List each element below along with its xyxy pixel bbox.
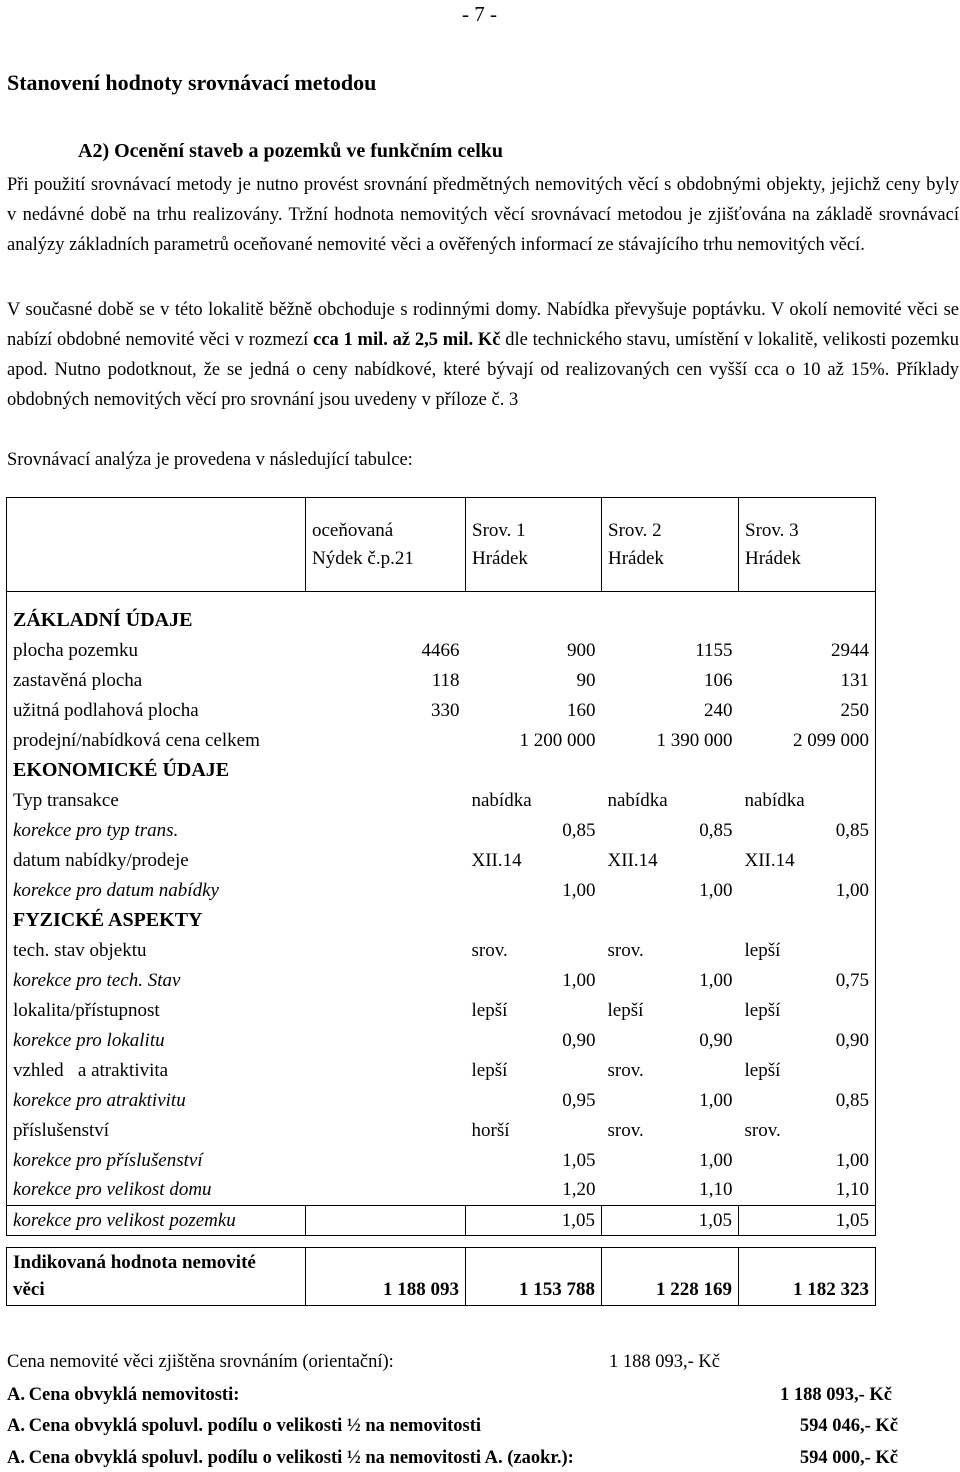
row-label: zastavěná plocha bbox=[13, 669, 143, 691]
cell: 118 bbox=[431, 669, 460, 691]
cell: 1155 bbox=[695, 639, 733, 661]
cell bbox=[306, 1176, 466, 1206]
row-label: datum nabídky/prodeje bbox=[13, 849, 189, 871]
cell: lepší bbox=[744, 939, 781, 961]
intro-paragraph: Při použití srovnávací metody je nutno provést srovnání předmětných nemovitých věcí s obdobnými objekty, jejichž ceny byly v nedávné době na trhu realizovány. Tržní hodnota nemovitých věcí srovnávací metodou je zjišťována na základě srovnávací analýzy základních parametrů oceňované nemovité věci a ověřených informací ze stávajícího trhu nemovitých věcí. bbox=[7, 175, 959, 255]
cell: lepší bbox=[471, 1059, 508, 1081]
summary-share-rounded-label: A. Cena obvyklá spoluvl. podílu o velikosti ½ na nemovitosti A. (zaokr.): bbox=[7, 1448, 574, 1468]
subsection-title: A2) Ocenění staveb a pozemků ve funkčním celku bbox=[78, 140, 503, 162]
cell: 90 bbox=[576, 669, 596, 691]
cell: 1,05 bbox=[466, 1206, 602, 1236]
cell bbox=[306, 876, 466, 906]
header-subject bbox=[306, 498, 466, 592]
cell: 1,05 bbox=[602, 1206, 739, 1236]
table-row bbox=[7, 1146, 876, 1176]
comparison-table bbox=[6, 497, 876, 1306]
table-row bbox=[7, 666, 876, 696]
row-label: korekce pro datum nabídky bbox=[13, 879, 219, 901]
cell: 0,75 bbox=[835, 969, 869, 991]
cell bbox=[306, 1086, 466, 1116]
row-label: příslušenství bbox=[13, 1119, 110, 1141]
cell: XII.14 bbox=[744, 849, 795, 871]
row-label: korekce pro velikost pozemku bbox=[7, 1206, 306, 1236]
cell: 1,00 bbox=[699, 1089, 733, 1111]
table-row bbox=[7, 846, 876, 876]
market-text-1: V současné době se v této lokalitě běžně obchoduje s rodinnými domy. Nabídka převyšuje poptávku. V okolí nemovité věci se nabízí obdobné nemovité věci v rozmezí bbox=[7, 300, 959, 350]
table-header-row bbox=[7, 498, 876, 592]
cell bbox=[306, 1026, 466, 1056]
cell: 4466 bbox=[421, 639, 460, 661]
row-label: korekce pro lokalitu bbox=[13, 1029, 165, 1051]
cell: horší bbox=[471, 1119, 510, 1141]
analysis-intro: Srovnávací analýza je provedena v následující tabulce: bbox=[7, 450, 413, 470]
cell: 1,00 bbox=[835, 1149, 869, 1171]
cell bbox=[306, 846, 466, 876]
cell: 1,10 bbox=[835, 1179, 869, 1201]
cell: XII.14 bbox=[607, 849, 658, 871]
summary-share-price-value: 594 046,- Kč bbox=[799, 1416, 898, 1436]
cell: 2 099 000 bbox=[793, 729, 869, 751]
table-row bbox=[7, 786, 876, 816]
table-row bbox=[7, 1176, 876, 1206]
cell: 0,90 bbox=[835, 1029, 869, 1051]
cell: srov. bbox=[744, 1119, 781, 1141]
cell bbox=[306, 726, 466, 756]
section-title: Stanovení hodnoty srovnávací metodou bbox=[7, 70, 377, 95]
cell bbox=[306, 816, 466, 846]
cell: 1,00 bbox=[699, 879, 733, 901]
summary-usual-price-value: 1 188 093,- Kč bbox=[779, 1385, 892, 1405]
cell: 1,00 bbox=[699, 1149, 733, 1171]
header-subject-line2: Nýdek č.p.21 bbox=[312, 547, 414, 569]
row-label: Typ transakce bbox=[13, 789, 119, 811]
summary-usual-price-label: A. Cena obvyklá nemovitosti: bbox=[7, 1385, 240, 1405]
cell: 1 200 000 bbox=[519, 729, 596, 751]
table-row bbox=[7, 636, 876, 666]
section-basic-data: ZÁKLADNÍ ÚDAJE bbox=[13, 609, 193, 631]
cell: 1,00 bbox=[562, 969, 596, 991]
row-label: užitná podlahová plocha bbox=[13, 699, 199, 721]
section-physical-aspects: FYZICKÉ ASPEKTY bbox=[13, 909, 203, 931]
cell: 0,90 bbox=[562, 1029, 596, 1051]
market-bold-1: cca 1 mil. bbox=[313, 330, 388, 350]
page-number: - 7 - bbox=[462, 2, 497, 26]
indicated-value-row bbox=[7, 1248, 876, 1306]
row-label: vzhled a atraktivita bbox=[13, 1059, 169, 1081]
cell: 1,05 bbox=[562, 1149, 596, 1171]
cell: lepší bbox=[744, 1059, 781, 1081]
table-row bbox=[7, 816, 876, 846]
indicated-value-label-line2: věci bbox=[13, 1279, 45, 1300]
cell: 1,00 bbox=[562, 879, 596, 901]
row-label: korekce pro velikost domu bbox=[13, 1179, 212, 1201]
header-comp1 bbox=[466, 498, 602, 592]
market-text-4: dle technického stavu, umístění v lokalitě, velikosti pozemku apod. Nutno podotknout, že se jedná o ceny nabídkové, které bývají od realizovaných cen vyšší cca o 10 až 15%. Příklady obdobných nemovitých věcí pro srovnání jsou uvedeny v příloze č. 3 bbox=[7, 330, 959, 410]
indicated-value-comp3: 1 182 323 bbox=[739, 1248, 876, 1306]
cell bbox=[306, 786, 466, 816]
header-comp2 bbox=[602, 498, 739, 592]
cell: nabídka bbox=[744, 789, 805, 811]
cell: nabídka bbox=[607, 789, 668, 811]
header-comp1-line2: Hrádek bbox=[472, 547, 528, 569]
cell: 1,00 bbox=[699, 969, 733, 991]
cell: lepší bbox=[607, 999, 644, 1021]
cell: 1,10 bbox=[699, 1179, 733, 1201]
indicated-value-comp2: 1 228 169 bbox=[602, 1248, 739, 1306]
cell: 1,00 bbox=[835, 879, 869, 901]
row-label: korekce pro typ trans. bbox=[13, 819, 179, 841]
cell: 2944 bbox=[831, 639, 869, 661]
header-comp3-line2: Hrádek bbox=[745, 547, 801, 569]
table-row bbox=[7, 696, 876, 726]
cell: 0,85 bbox=[699, 819, 733, 841]
cell: XII.14 bbox=[471, 849, 522, 871]
table-row bbox=[7, 966, 876, 996]
cell: 0,90 bbox=[699, 1029, 733, 1051]
cell bbox=[306, 966, 466, 996]
row-label: tech. stav objektu bbox=[13, 939, 147, 961]
row-label: lokalita/přístupnost bbox=[13, 999, 160, 1021]
table-row bbox=[7, 1206, 876, 1236]
cell: 160 bbox=[567, 699, 596, 721]
header-comp2-line1: Srov. 2 bbox=[608, 519, 662, 541]
cell bbox=[306, 1146, 466, 1176]
cell: 900 bbox=[567, 639, 596, 661]
table-row bbox=[7, 936, 876, 966]
summary-share-rounded-value: 594 000,- Kč bbox=[799, 1448, 898, 1468]
cell: 0,95 bbox=[562, 1089, 596, 1111]
row-label: korekce pro příslušenství bbox=[13, 1149, 203, 1171]
cell: srov. bbox=[607, 1119, 644, 1141]
header-comp2-line2: Hrádek bbox=[608, 547, 664, 569]
table-row bbox=[7, 1086, 876, 1116]
table-row bbox=[7, 996, 876, 1026]
cell: nabídka bbox=[471, 789, 532, 811]
cell bbox=[306, 996, 466, 1026]
indicated-value-comp1: 1 153 788 bbox=[466, 1248, 602, 1306]
cell bbox=[306, 936, 466, 966]
row-label: korekce pro tech. Stav bbox=[13, 969, 181, 991]
cell: 0,85 bbox=[835, 819, 869, 841]
cell: 0,85 bbox=[835, 1089, 869, 1111]
cell: srov. bbox=[471, 939, 508, 961]
cell bbox=[306, 1206, 466, 1236]
cell: 1,20 bbox=[562, 1179, 596, 1201]
header-comp1-line1: Srov. 1 bbox=[472, 519, 526, 541]
section-economic-data: EKONOMICKÉ ÚDAJE bbox=[13, 759, 230, 781]
market-paragraph bbox=[7, 295, 959, 415]
cell: 0,85 bbox=[562, 819, 596, 841]
table-row bbox=[7, 726, 876, 756]
cell: srov. bbox=[607, 1059, 644, 1081]
row-label: prodejní/nabídková cena celkem bbox=[13, 729, 260, 751]
header-comp3 bbox=[739, 498, 876, 592]
cell: 330 bbox=[431, 699, 460, 721]
cell: 250 bbox=[840, 699, 869, 721]
market-bold-2: až 2,5 mil. bbox=[392, 330, 474, 350]
cell: 240 bbox=[704, 699, 733, 721]
table-row bbox=[7, 1026, 876, 1056]
indicated-value-label-line1: Indikovaná hodnota nemovité bbox=[13, 1252, 256, 1273]
table-row bbox=[7, 1056, 876, 1086]
summary-share-price-label: A. Cena obvyklá spoluvl. podílu o velikosti ½ na nemovitosti bbox=[7, 1416, 481, 1436]
table-row bbox=[7, 876, 876, 906]
cell bbox=[306, 1116, 466, 1146]
cell: srov. bbox=[607, 939, 644, 961]
cell bbox=[306, 1056, 466, 1086]
header-subject-line1: oceňovaná bbox=[312, 519, 394, 541]
indicated-value-label bbox=[7, 1248, 306, 1306]
market-bold-3: Kč bbox=[477, 330, 501, 350]
indicated-value-subject: 1 188 093 bbox=[306, 1248, 466, 1306]
header-comp3-line1: Srov. 3 bbox=[745, 519, 799, 541]
summary-comparison-price-label: Cena nemovité věci zjištěna srovnáním (orientační): bbox=[7, 1352, 394, 1372]
summary-comparison-price-value: 1 188 093,- Kč bbox=[609, 1352, 720, 1372]
cell: lepší bbox=[744, 999, 781, 1021]
table-row bbox=[7, 1116, 876, 1146]
cell: 1,05 bbox=[739, 1206, 876, 1236]
row-label: korekce pro atraktivitu bbox=[13, 1089, 186, 1111]
cell: 131 bbox=[840, 669, 869, 691]
cell: lepší bbox=[471, 999, 508, 1021]
row-label: plocha pozemku bbox=[13, 639, 139, 661]
cell: 106 bbox=[704, 669, 733, 691]
cell: 1 390 000 bbox=[656, 729, 733, 751]
